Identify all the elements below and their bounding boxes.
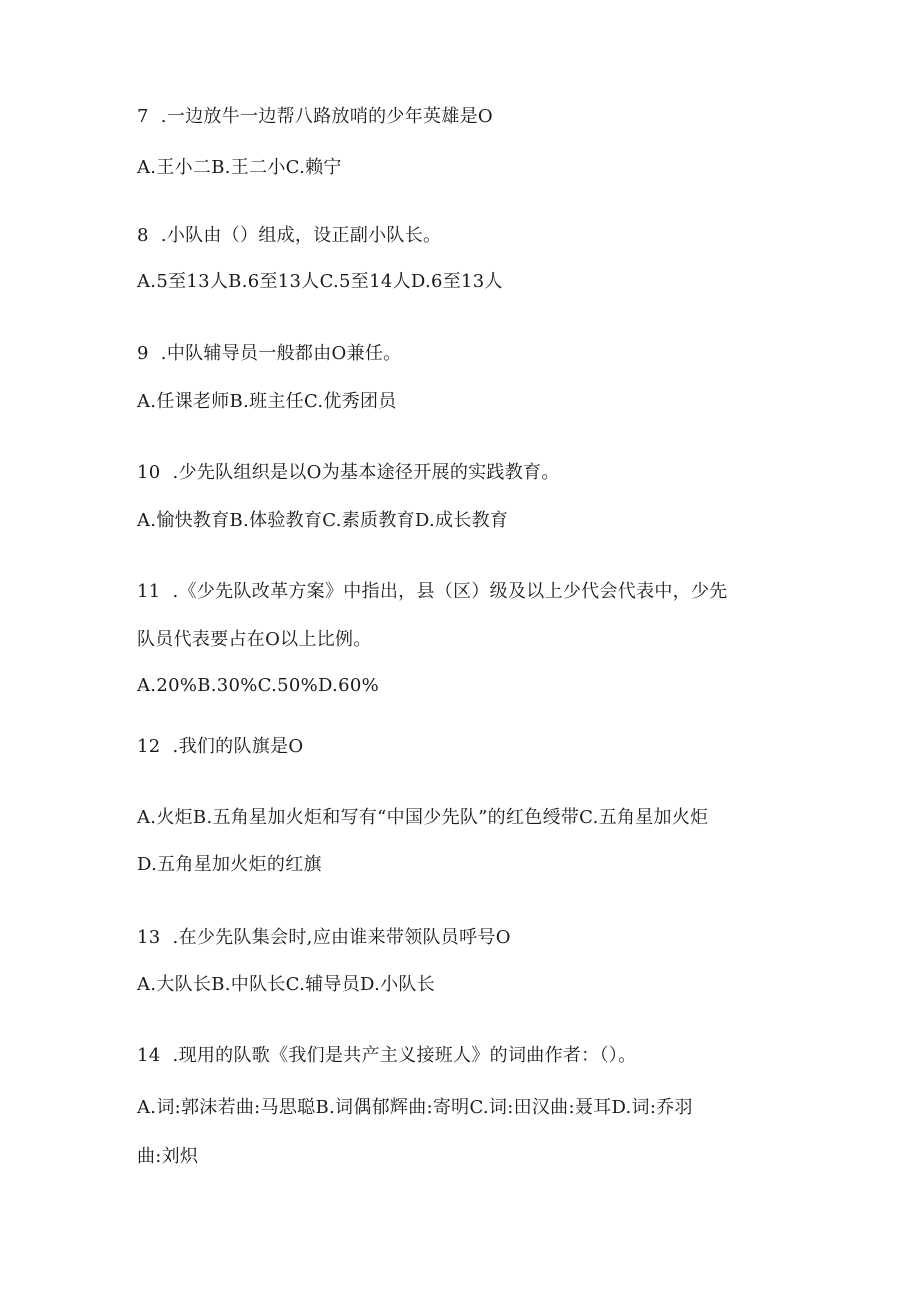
question-7-prompt: 7 .一边放牛一边帮八路放哨的少年英雄是O [137, 106, 493, 127]
question-9-options: A.任课老师B.班主任C.优秀团员 [137, 391, 397, 412]
question-14-options-continued: 曲:刘炽 [137, 1146, 199, 1167]
question-7-options: A.王小二B.王二小C.赖宁 [137, 157, 342, 178]
question-11-options: A.20%B.30%C.50%D.60% [137, 675, 380, 696]
question-13-prompt: 13 .在少先队集会时,应由谁来带领队员呼号O [137, 927, 511, 948]
question-14-options: A.词:郭沫若曲:马思聪B.词偶郁辉曲:寄明C.词:田汉曲:聂耳D.词:乔羽 [137, 1097, 693, 1118]
question-8-options: A.5至13人B.6至13人C.5至14人D.6至13人 [137, 271, 503, 292]
question-12-options: A.火炬B.五角星加火炬和写有“中国少先队”的红色绶带C.五角星加火炬 [137, 807, 709, 828]
question-11-prompt: 11 .《少先队改革方案》中指出，县（区）级及以上少代会代表中，少先 [137, 581, 728, 602]
question-10-options: A.愉快教育B.体验教育C.素质教育D.成长教育 [137, 510, 509, 531]
question-14-prompt: 14 .现用的队歌《我们是共产主义接班人》的词曲作者：（）。 [137, 1045, 637, 1066]
question-13-options: A.大队长B.中队长C.辅导员D.小队长 [137, 974, 436, 995]
question-11-prompt-continued: 队员代表要占在O以上比例。 [137, 629, 372, 650]
question-12-options-continued: D.五角星加火炬的红旗 [137, 854, 322, 875]
question-12-prompt: 12 .我们的队旗是O [137, 736, 304, 757]
question-9-prompt: 9 .中队辅导员一般都由O兼任。 [137, 343, 402, 364]
question-8-prompt: 8 .小队由（）组成，设正副小队长。 [137, 225, 442, 246]
question-10-prompt: 10 .少先队组织是以O为基本途径开展的实践教育。 [137, 462, 560, 483]
